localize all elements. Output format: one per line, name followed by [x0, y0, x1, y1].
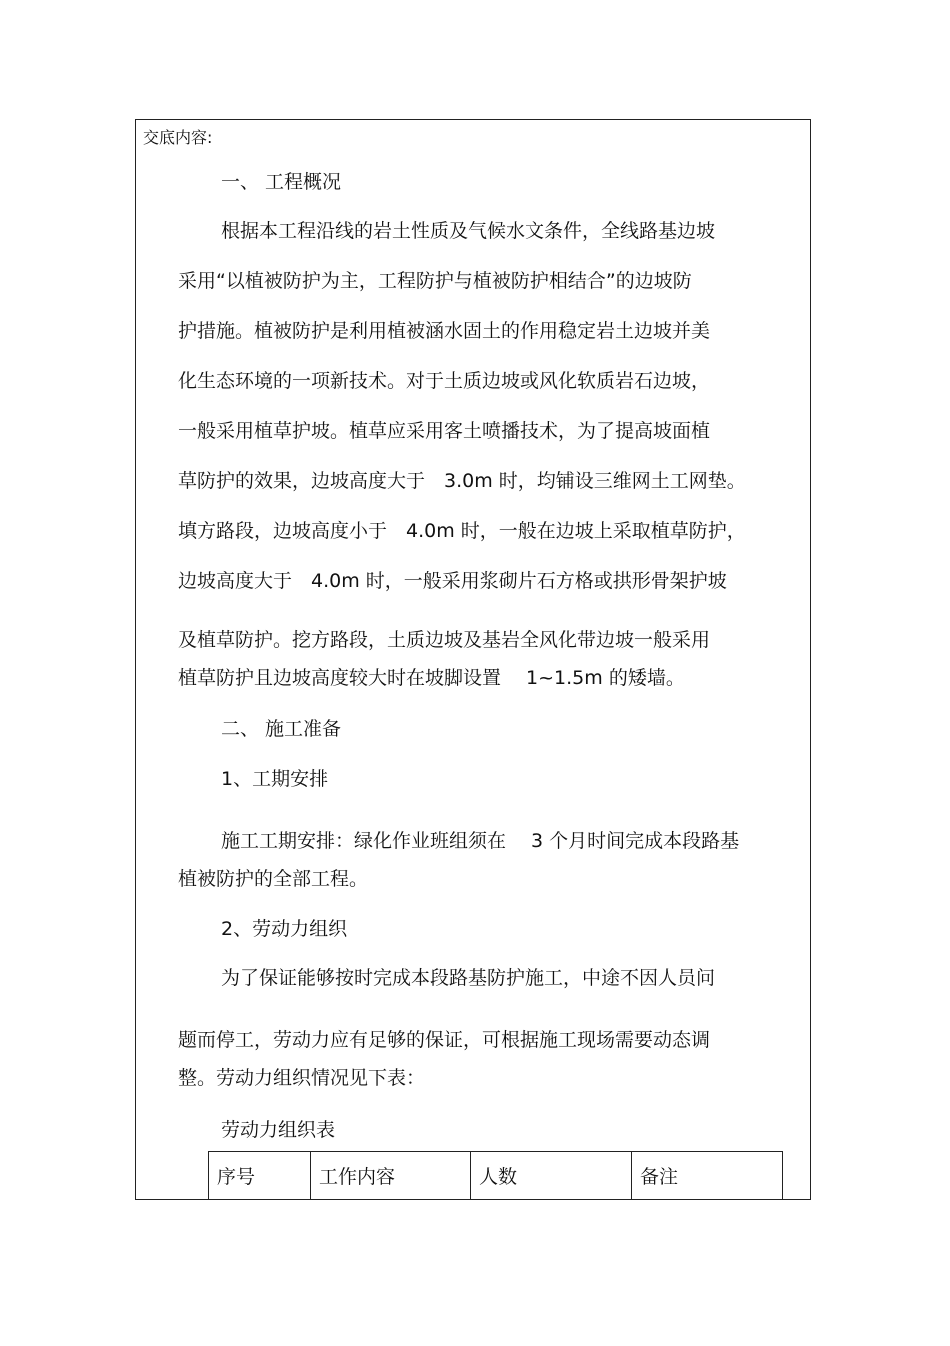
sub1-heading: 1、工期安排: [221, 768, 329, 790]
header-label: 交底内容:: [143, 128, 213, 147]
section1-line: 填方路段，边坡高度小于 4.0m 时，一般在边坡上采取植草防护，: [178, 520, 746, 542]
sub1-line: 施工工期安排：绿化作业班组须在 3 个月时间完成本段路基: [221, 830, 740, 852]
sub2-line: 题而停工，劳动力应有足够的保证，可根据施工现场需要动态调: [178, 1029, 711, 1051]
sub2-heading: 2、劳动力组织: [221, 918, 348, 940]
sub2-line: 为了保证能够按时完成本段路基防护施工，中途不因人员问: [221, 967, 716, 989]
section1-line: 采用“以植被防护为主，工程防护与植被防护相结合”的边坡防: [178, 270, 692, 292]
labor-table-title: 劳动力组织表: [221, 1119, 336, 1141]
section1-line: 草防护的效果，边坡高度大于 3.0m 时，均铺设三维网土工网垫。: [178, 470, 746, 492]
labor-table: [208, 1151, 783, 1200]
section1-line: 护措施。植被防护是利用植被涵水固土的作用稳定岩土边坡并美: [178, 320, 711, 342]
section1-line: 根据本工程沿线的岩土性质及气候水文条件，全线路基边坡: [221, 220, 716, 242]
section1-line: 边坡高度大于 4.0m 时，一般采用浆砌片石方格或拱形骨架护坡: [178, 570, 727, 592]
section1-line: 植草防护且边坡高度较大时在坡脚设置 1~1.5m 的矮墙。: [178, 667, 685, 689]
section2-heading: 二、 施工准备: [221, 718, 342, 740]
table-header-cell: 人数: [471, 1152, 632, 1200]
section1-heading: 一、 工程概况: [221, 171, 342, 193]
sub1-line: 植被防护的全部工程。: [178, 868, 369, 890]
table-header-row: [209, 1152, 783, 1200]
table-header-cell: 工作内容: [311, 1152, 471, 1200]
sub2-line: 整。劳动力组织情况见下表：: [178, 1067, 426, 1089]
section1-line: 一般采用植草护坡。植草应采用客土喷播技术，为了提高坡面植: [178, 420, 711, 442]
table-header-cell: 序号: [209, 1152, 311, 1200]
table-header-cell: 备注: [632, 1152, 783, 1200]
section1-line: 化生态环境的一项新技术。对于土质边坡或风化软质岩石边坡，: [178, 370, 711, 392]
section1-line: 及植草防护。挖方路段，土质边坡及基岩全风化带边坡一般采用: [178, 629, 711, 651]
